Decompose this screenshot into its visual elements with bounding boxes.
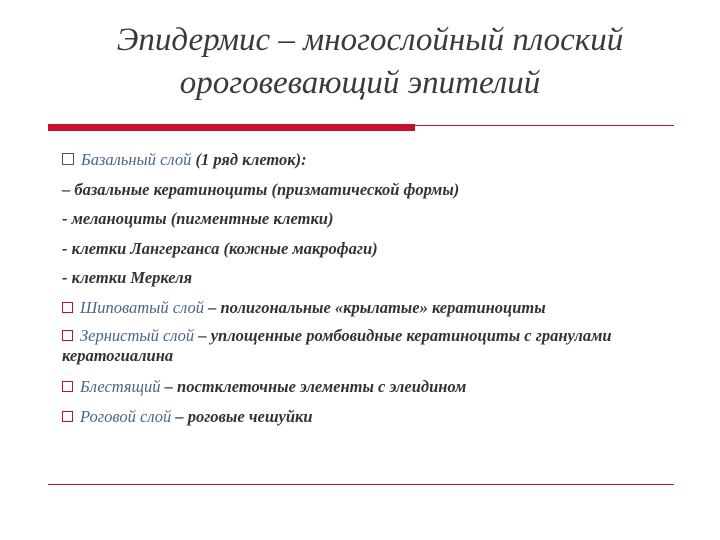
title-divider-accent	[48, 124, 415, 131]
layer-name-granular: Зернистый слой	[80, 326, 195, 345]
list-item-sub: - клетки Меркеля	[62, 268, 193, 287]
list-item-corneum-layer	[62, 402, 702, 432]
list-item-sub: - клетки Лангерганса (кожные макрофаги)	[62, 238, 378, 258]
layer-desc-basal: (1 ряд клеток):	[191, 150, 307, 169]
list-item-sub: - меланоциты (пигментные клетки)	[62, 209, 334, 228]
slide-title-line-1: Эпидермис – многослойный плоский	[116, 22, 624, 58]
layer-name-corneum: Роговой слой	[80, 406, 172, 426]
square-bullet-icon	[62, 381, 73, 392]
square-bullet-icon	[62, 411, 73, 422]
square-bullet-icon	[62, 330, 73, 341]
title-divider-thin	[415, 125, 674, 126]
square-bullet-icon	[62, 302, 73, 313]
slide-body	[62, 145, 702, 431]
bottom-divider	[48, 484, 674, 485]
layer-name-basal: Базальный слой	[81, 150, 192, 169]
list-item-lucidum-layer	[62, 372, 702, 402]
layer-desc-lucidum: – постклеточные элементы с элеидином	[160, 377, 467, 396]
layer-name-lucidum: Блестящий	[80, 377, 161, 396]
list-item-spinous-layer	[62, 293, 702, 323]
slide-title-line-2: ороговевающий эпителий	[179, 65, 541, 101]
square-bullet-icon	[62, 153, 74, 165]
layer-desc-corneum: – роговые чешуйки	[171, 406, 313, 426]
list-item-granular-layer	[62, 322, 702, 372]
list-item-basal-layer	[62, 145, 702, 175]
layer-desc-spinous: – полигональные «крылатые» кератиноциты	[203, 297, 546, 317]
layer-name-spinous: Шиповатый слой	[80, 297, 204, 317]
layer-desc-granular: – уплощенные ромбовидные кератиноциты с гранулами кератогиалина	[62, 326, 612, 365]
list-item-sub: – базальные кератиноциты (призматической формы)	[62, 179, 460, 199]
